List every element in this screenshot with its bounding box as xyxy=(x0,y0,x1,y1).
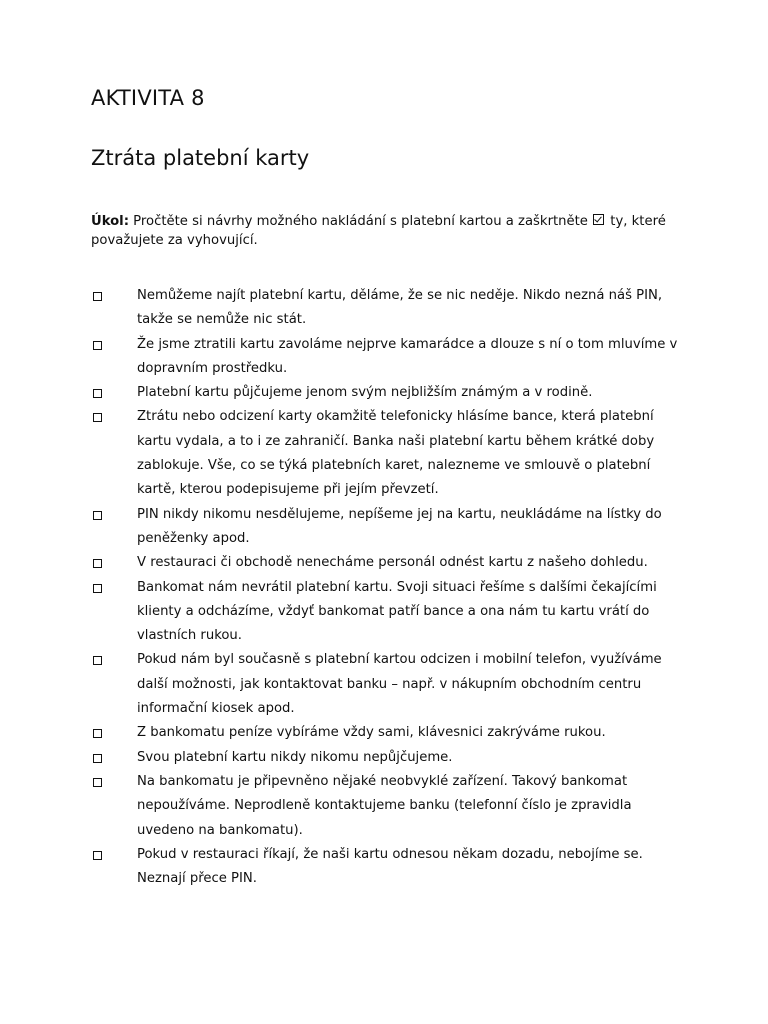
checkbox[interactable] xyxy=(93,729,102,738)
list-item xyxy=(91,503,691,552)
list-item xyxy=(91,721,691,745)
option-text: Ztrátu nebo odcizení karty okamžitě telefonicky hlásíme bance, která platební kartu vydala, a to i ze zahraničí. Banka naši platební kartu během krátké doby zablokuje. Vše, co se týká platebních karet, nalezneme ve smlouvě o platební kartě, kterou podepisujeme při jejím převzetí. xyxy=(137,409,655,498)
list-item xyxy=(91,551,691,575)
checkbox[interactable] xyxy=(93,778,102,787)
activity-heading: AKTIVITA 8 xyxy=(91,86,205,110)
option-text: V restauraci či obchodě nenecháme personál odnést kartu z našeho dohledu. xyxy=(137,555,648,571)
options-list xyxy=(91,284,691,891)
page-title: Ztráta platební karty xyxy=(91,146,310,170)
checkbox[interactable] xyxy=(93,341,102,350)
option-text: Platební kartu půjčujeme jenom svým nejbližším známým a v rodině. xyxy=(137,385,593,401)
task-label: Úkol: xyxy=(91,214,129,229)
list-item xyxy=(91,770,691,843)
option-text: Z bankomatu peníze vybíráme vždy sami, klávesnici zakrýváme rukou. xyxy=(137,725,606,741)
checkbox[interactable] xyxy=(93,413,102,422)
list-item xyxy=(91,576,691,649)
checkbox[interactable] xyxy=(93,389,102,398)
option-text: Pokud nám byl současně s platební kartou odcizen i mobilní telefon, využíváme další možnosti, jak kontaktovat banku – např. v nákupním obchodním centru informační kiosek apod. xyxy=(137,652,662,717)
list-item xyxy=(91,405,691,502)
task-text-before: Pročtěte si návrhy možného nakládání s platební kartou a zaškrtněte xyxy=(128,214,593,229)
list-item xyxy=(91,381,691,405)
checked-box-icon xyxy=(593,214,604,225)
list-item xyxy=(91,843,691,892)
option-text: Nemůžeme najít platební kartu, děláme, že se nic neděje. Nikdo nezná náš PIN, takže se nemůže nic stát. xyxy=(137,288,663,328)
checkbox[interactable] xyxy=(93,511,102,520)
option-text: Že jsme ztratili kartu zavoláme nejprve kamarádce a dlouze s ní o tom mluvíme v dopravním prostředku. xyxy=(137,336,678,376)
option-text: PIN nikdy nikomu nesdělujeme, nepíšeme jej na kartu, neukládáme na lístky do peněženky apod. xyxy=(137,506,662,546)
task-instruction xyxy=(91,212,681,250)
checkbox[interactable] xyxy=(93,292,102,301)
option-text: Pokud v restauraci říkají, že naši kartu odnesou někam dozadu, nebojíme se. Neznají přece PIN. xyxy=(137,846,643,887)
list-item xyxy=(91,746,691,770)
option-text: Bankomat nám nevrátil platební kartu. Svoji situaci řešíme s dalšími čekajícími klienty a odcházíme, vždyť bankomat patří bance a ona nám tu kartu vrátí do vlastních rukou. xyxy=(137,579,657,644)
checkbox[interactable] xyxy=(93,656,102,665)
list-item xyxy=(91,333,691,382)
checkbox[interactable] xyxy=(93,754,102,763)
option-text: Svou platební kartu nikdy nikomu nepůjčujeme. xyxy=(137,749,453,765)
option-text: Na bankomatu je připevněno nějaké neobvyklé zařízení. Takový bankomat nepoužíváme. Neprodleně kontaktujeme banku (telefonní číslo je zpravidla uvedeno na bankomatu). xyxy=(137,773,632,838)
list-item xyxy=(91,284,691,333)
checkbox[interactable] xyxy=(93,559,102,568)
checkbox[interactable] xyxy=(93,851,102,860)
list-item xyxy=(91,648,691,721)
task-text-after: ty, které považujete za vyhovující. xyxy=(91,214,666,248)
checkbox[interactable] xyxy=(93,584,102,593)
